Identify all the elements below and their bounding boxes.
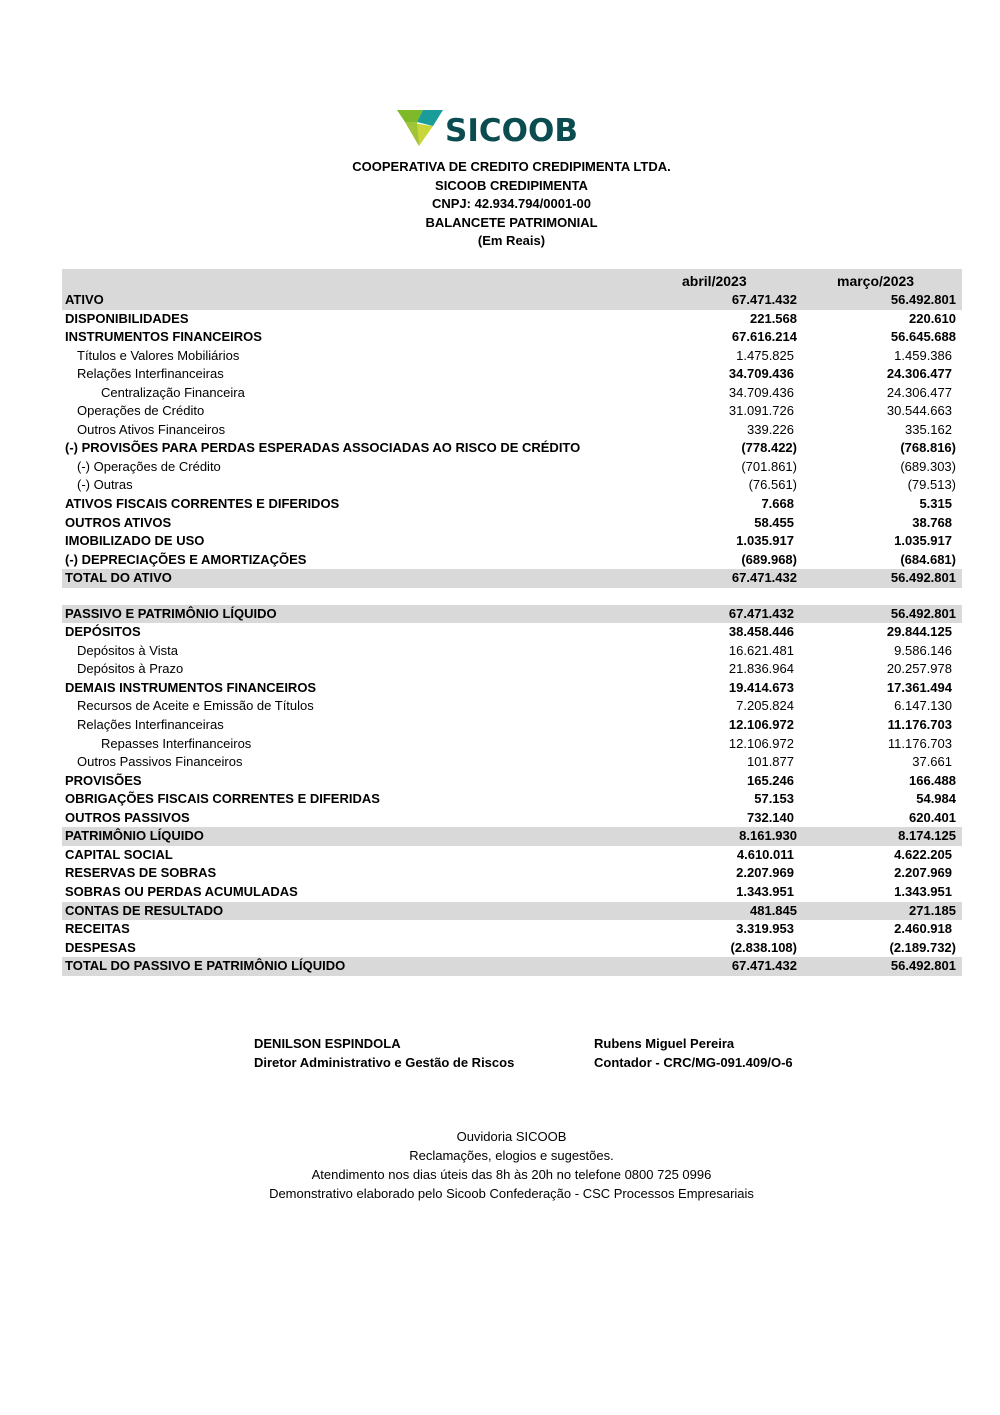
row-label: Títulos e Valores Mobiliários <box>77 347 240 363</box>
value-march: 335.162 <box>905 421 952 437</box>
row-label: RESERVAS DE SOBRAS <box>65 865 217 881</box>
value-april: 12.106.972 <box>728 717 794 733</box>
table-row <box>62 495 962 514</box>
value-march: 24.306.477 <box>886 366 952 382</box>
value-march: 17.361.494 <box>886 679 952 695</box>
row-label: DESPESAS <box>65 939 136 955</box>
value-march: 56.492.801 <box>890 292 956 307</box>
value-march: 1.035.917 <box>894 533 952 549</box>
table-row <box>62 790 962 809</box>
row-label: Depósitos à Prazo <box>77 661 184 677</box>
value-april: 7.205.824 <box>736 698 794 714</box>
value-april: 19.414.673 <box>728 679 794 695</box>
value-march: 56.492.801 <box>890 605 956 621</box>
spacer-row <box>62 588 962 605</box>
row-label: TOTAL DO PASSIVO E PATRIMÔNIO LÍQUIDO <box>65 958 346 974</box>
sicoob-logo <box>397 108 587 150</box>
value-march: 166.488 <box>909 772 956 788</box>
value-april: 4.610.011 <box>736 846 794 862</box>
table-row-ativo <box>62 291 962 310</box>
row-label: (-) Operações de Crédito <box>77 458 221 474</box>
signature-director <box>254 1034 514 1072</box>
table-row <box>62 514 962 533</box>
company-short-name: SICOOB CREDIPIMENTA <box>435 177 588 193</box>
value-march: 11.176.703 <box>887 735 952 751</box>
row-label: PASSIVO E PATRIMÔNIO LÍQUIDO <box>65 605 277 621</box>
value-march: 54.984 <box>916 791 956 807</box>
column-header-april: abril/2023 <box>682 273 747 289</box>
value-march: (684.681) <box>900 551 956 567</box>
column-header-row <box>62 269 962 291</box>
ombudsman-title: Ouvidoria SICOOB <box>456 1129 567 1144</box>
row-label: Operações de Crédito <box>77 403 205 419</box>
value-march: 8.174.125 <box>898 828 956 844</box>
value-march: 56.645.688 <box>890 329 956 345</box>
value-april: 2.207.969 <box>736 865 794 881</box>
value-march: (689.303) <box>900 458 956 474</box>
value-march: 2.207.969 <box>894 865 952 881</box>
value-april: 67.471.432 <box>731 292 797 307</box>
value-april: 7.668 <box>761 496 794 512</box>
table-row-patrimonio-liquido <box>62 827 962 846</box>
value-april: 481.845 <box>750 902 797 918</box>
value-march: 4.622.205 <box>894 846 952 862</box>
row-label: CAPITAL SOCIAL <box>65 846 173 862</box>
footer <box>0 1127 1000 1203</box>
table-row <box>62 864 962 883</box>
row-label: Outros Passivos Financeiros <box>77 754 243 770</box>
row-label: (-) PROVISÕES PARA PERDAS ESPERADAS ASSOCIADAS AO RISCO DE CRÉDITO <box>65 440 581 456</box>
document-header <box>0 158 1000 251</box>
value-april: 16.621.481 <box>728 642 794 658</box>
row-label: TOTAL DO ATIVO <box>65 570 172 586</box>
value-march: 2.460.918 <box>894 921 952 937</box>
value-april: 8.161.930 <box>739 828 797 844</box>
value-march: 20.257.978 <box>886 661 952 677</box>
value-april: (701.861) <box>741 458 797 474</box>
sicoob-logo-icon <box>397 108 587 150</box>
value-april: 34.709.436 <box>728 366 794 382</box>
value-march: 620.401 <box>909 809 956 825</box>
value-april: 1.343.951 <box>736 883 794 899</box>
value-april: 34.709.436 <box>728 384 794 400</box>
table-row-contas-de-resultado <box>62 902 962 921</box>
value-march: 9.586.146 <box>894 642 952 658</box>
table-row-passivo <box>62 605 962 624</box>
signature-accountant <box>594 1034 793 1072</box>
table-row <box>62 939 962 958</box>
table-row <box>62 846 962 865</box>
value-march: 38.768 <box>912 514 952 530</box>
signatory-name: DENILSON ESPINDOLA <box>254 1036 401 1051</box>
value-april: 339.226 <box>747 421 794 437</box>
table-row <box>62 551 962 570</box>
service-hours: Atendimento nos dias úteis das 8h às 20h no telefone 0800 725 0996 <box>311 1167 712 1182</box>
row-label: DEPÓSITOS <box>65 624 141 640</box>
row-label: SOBRAS OU PERDAS ACUMULADAS <box>65 883 298 899</box>
table-row <box>62 735 962 754</box>
table-row <box>62 753 962 772</box>
brand-text: SICOOB <box>445 113 578 149</box>
table-row <box>62 679 962 698</box>
company-name: COOPERATIVA DE CREDITO CREDIPIMENTA LTDA. <box>352 159 671 174</box>
value-april: 67.471.432 <box>728 605 794 621</box>
value-march: 1.343.951 <box>894 883 952 899</box>
value-march: 29.844.125 <box>886 624 952 640</box>
row-label: OUTROS PASSIVOS <box>65 809 190 825</box>
value-march: 1.459.386 <box>894 347 952 363</box>
value-march: 11.176.703 <box>887 717 952 733</box>
row-label: OBRIGAÇÕES FISCAIS CORRENTES E DIFERIDAS <box>65 791 380 807</box>
value-march: 5.315 <box>919 496 952 512</box>
table-row <box>62 458 962 477</box>
row-label: PATRIMÔNIO LÍQUIDO <box>65 828 204 844</box>
balance-sheet-table <box>62 269 962 976</box>
currency-note: (Em Reais) <box>477 233 546 249</box>
value-march: 6.147.130 <box>894 698 952 714</box>
table-row <box>62 421 962 440</box>
value-april: 3.319.953 <box>736 921 794 937</box>
row-label: Outros Ativos Financeiros <box>77 421 226 437</box>
table-row <box>62 310 962 329</box>
value-april: 1.035.917 <box>736 533 794 549</box>
value-march: 24.306.477 <box>886 384 952 400</box>
table-row <box>62 476 962 495</box>
row-label: INSTRUMENTOS FINANCEIROS <box>65 329 262 345</box>
value-march: 56.492.801 <box>890 570 956 586</box>
value-april: 21.836.964 <box>728 661 794 677</box>
row-label: (-) Outras <box>77 477 133 493</box>
value-march: 37.661 <box>912 754 952 770</box>
column-header-march: março/2023 <box>837 273 915 289</box>
value-april: 732.140 <box>747 809 794 825</box>
table-row <box>62 365 962 384</box>
table-row-total-passivo <box>62 957 962 976</box>
row-label: DISPONIBILIDADES <box>65 310 189 326</box>
signatory-role: Contador - CRC/MG-091.409/O-6 <box>594 1055 793 1070</box>
table-row <box>62 920 962 939</box>
value-april: 165.246 <box>747 772 794 788</box>
row-label: Centralização Financeira <box>101 384 245 400</box>
row-label: Relações Interfinanceiras <box>77 717 224 733</box>
value-march: 220.610 <box>909 310 956 326</box>
row-label: Repasses Interfinanceiros <box>101 735 252 751</box>
value-april: 58.455 <box>754 514 794 530</box>
value-april: 221.568 <box>750 310 797 326</box>
value-april: 1.475.825 <box>736 347 794 363</box>
row-label: Depósitos à Vista <box>77 642 178 658</box>
table-row <box>62 716 962 735</box>
value-march: (79.513) <box>907 477 956 493</box>
value-april: 101.877 <box>747 754 794 770</box>
value-april: (76.561) <box>748 477 797 493</box>
table-row <box>62 697 962 716</box>
value-april: 57.153 <box>754 791 794 807</box>
ombudsman-subtitle: Reclamações, elogios e sugestões. <box>409 1148 614 1163</box>
table-row <box>62 532 962 551</box>
cnpj: CNPJ: 42.934.794/0001-00 <box>431 196 591 212</box>
signatory-role: Diretor Administrativo e Gestão de Riscos <box>254 1055 515 1070</box>
table-row-total-ativo <box>62 569 962 588</box>
row-label: Recursos de Aceite e Emissão de Títulos <box>77 698 314 714</box>
value-march: 56.492.801 <box>890 958 956 974</box>
signatory-name: Rubens Miguel Pereira <box>594 1036 735 1051</box>
value-april: 31.091.726 <box>728 403 794 419</box>
value-april: 12.106.972 <box>728 735 794 751</box>
table-row <box>62 623 962 642</box>
value-april: (689.968) <box>741 551 797 567</box>
row-label: IMOBILIZADO DE USO <box>65 533 205 549</box>
value-april: 67.471.432 <box>731 958 797 974</box>
value-march: 271.185 <box>909 902 956 918</box>
table-row <box>62 328 962 347</box>
table-row <box>62 347 962 366</box>
table-row <box>62 439 962 458</box>
row-label: PROVISÕES <box>65 772 142 788</box>
value-march: 30.544.663 <box>886 403 952 419</box>
value-march: (2.189.732) <box>889 939 956 955</box>
row-label: (-) DEPRECIAÇÕES E AMORTIZAÇÕES <box>65 551 307 567</box>
document-title: BALANCETE PATRIMONIAL <box>425 214 598 230</box>
table-row <box>62 883 962 902</box>
row-label: ATIVO <box>65 292 104 307</box>
value-april: 38.458.446 <box>728 624 794 640</box>
prepared-by: Demonstrativo elaborado pelo Sicoob Confederação - CSC Processos Empresariais <box>269 1186 754 1201</box>
row-label: OUTROS ATIVOS <box>65 514 172 530</box>
row-label: CONTAS DE RESULTADO <box>65 902 224 918</box>
table-row <box>62 809 962 828</box>
value-april: (2.838.108) <box>730 939 797 955</box>
value-march: (768.816) <box>900 440 956 456</box>
row-label: Relações Interfinanceiras <box>77 366 224 382</box>
row-label: ATIVOS FISCAIS CORRENTES E DIFERIDOS <box>65 496 340 512</box>
table-row <box>62 402 962 421</box>
table-row <box>62 772 962 791</box>
row-label: DEMAIS INSTRUMENTOS FINANCEIROS <box>65 679 317 695</box>
value-april: (778.422) <box>741 440 797 456</box>
table-row <box>62 660 962 679</box>
row-label: RECEITAS <box>65 921 130 937</box>
table-row <box>62 384 962 403</box>
value-april: 67.471.432 <box>731 570 797 586</box>
value-april: 67.616.214 <box>731 329 797 345</box>
table-row <box>62 642 962 661</box>
